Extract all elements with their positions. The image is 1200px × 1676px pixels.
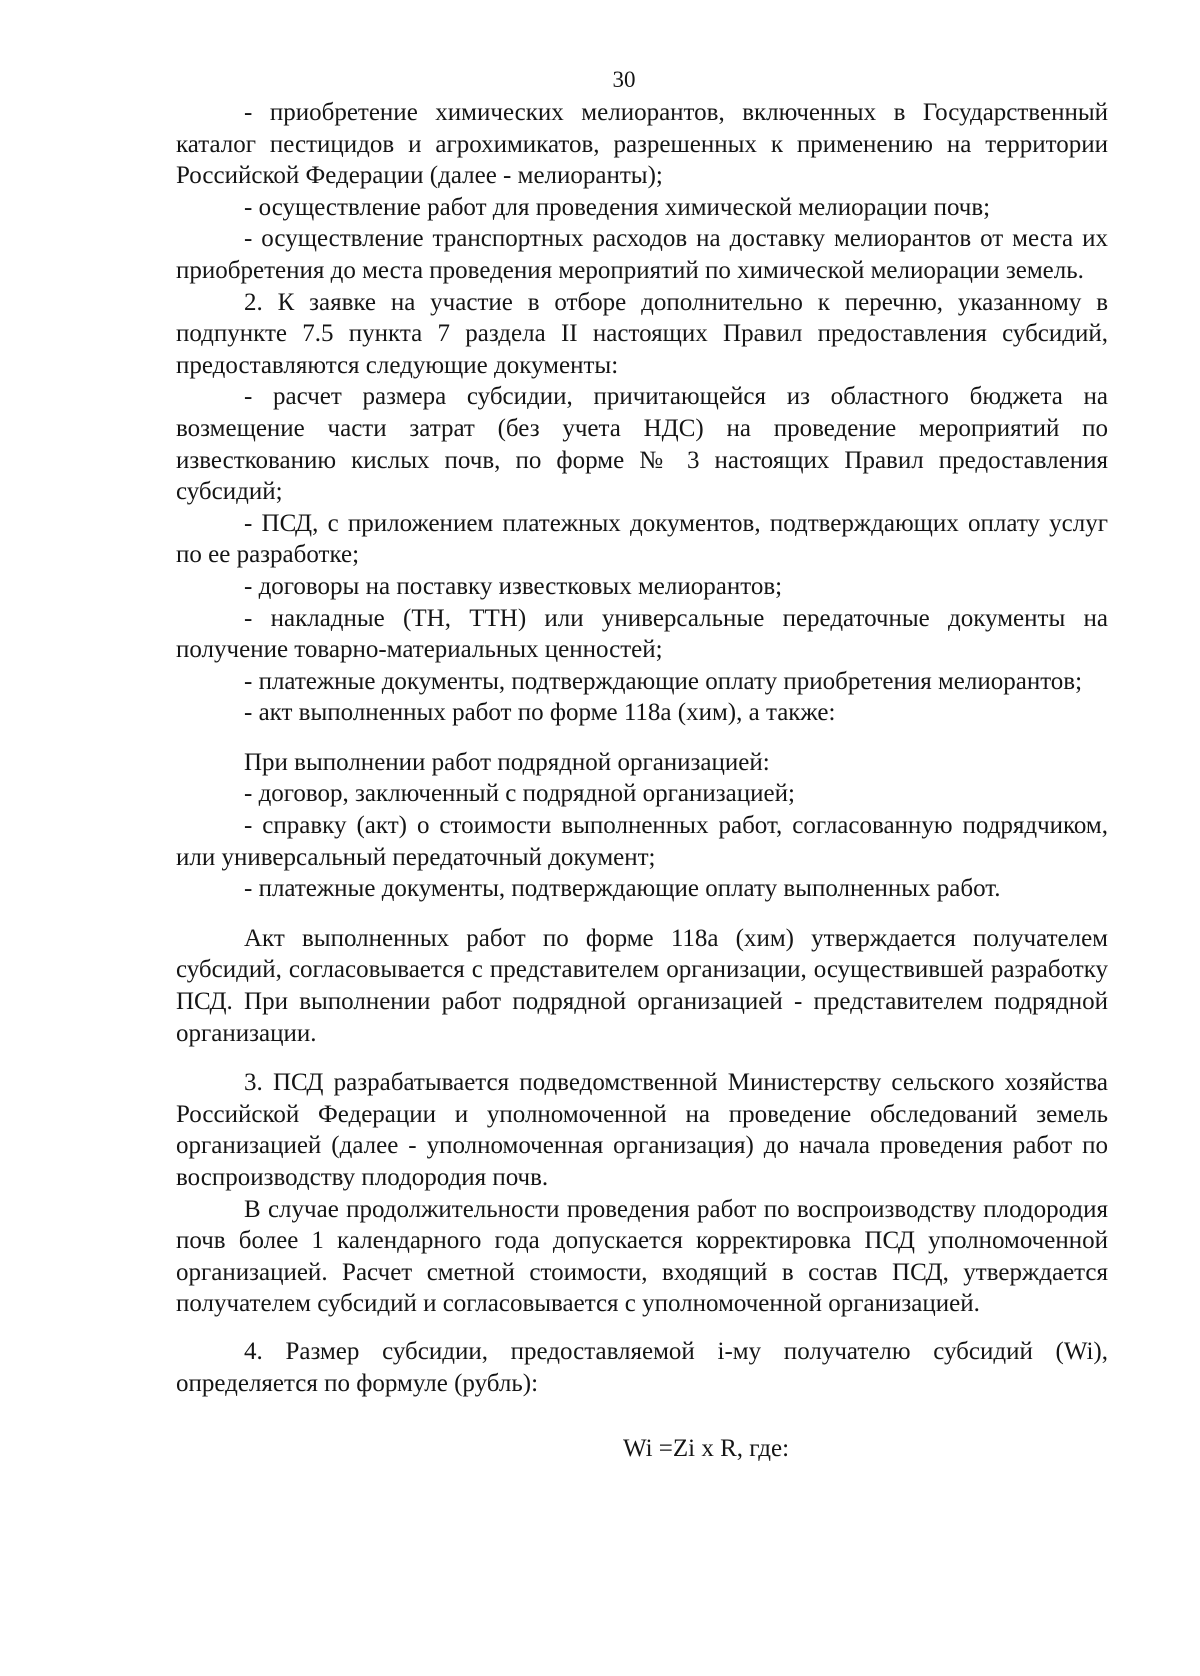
list-item-cost-certificate: - справку (акт) о стоимости выполненных работ, согласованную подрядчиком, или универсальный передаточный документ;	[176, 812, 1108, 871]
paragraph-contractor-heading: При выполнении работ подрядной организацией:	[244, 748, 770, 776]
list-item-waybills: - накладные (ТН, ТТН) или универсальные передаточные документы на получение товарно-материальных ценностей;	[176, 604, 1108, 664]
paragraph-transport-expenses: - осуществление транспортных расходов на доставку мелиорантов от места их приобретения до места проведения мероприятий по химической мелиорации земель.	[176, 225, 1108, 284]
document-body	[176, 97, 1108, 1465]
list-item-work-act: - акт выполненных работ по форме 118а (хим), а также:	[244, 699, 836, 727]
paragraph-chemical-meliorants: - приобретение химических мелиорантов, включенных в Государственный каталог пестицидов и агрохимикатов, разрешенных к применению на территории Российской Федерации (далее - мелиоранты);	[176, 99, 1108, 190]
paragraph-act-approval: Акт выполненных работ по форме 118а (хим) утверждается получателем субсидий, согласовывается с представителем организации, осуществившей разработку ПСД. При выполнении работ подрядной организацией - представителем подрядной организации.	[176, 924, 1108, 1047]
paragraph-psd-correction: В случае продолжительности проведения работ по воспроизводству плодородия почв более 1 календарного года допускается корректировка ПСД уполномоченной организацией. Расчет сметной стоимости, входящий в состав ПСД, утверждается получателем субсидий и согласовывается с уполномоченной организацией.	[176, 1195, 1108, 1318]
paragraph-chemical-melioration-works: - осуществление работ для проведения химической мелиорации почв;	[244, 193, 991, 221]
list-item-subsidy-calculation: - расчет размера субсидии, причитающейся из областного бюджета на возмещение части затрат (без учета НДС) на проведение мероприятий по известкованию кислых почв, по форме № 3 настоящих Правил предоставления субсидий;	[176, 383, 1108, 506]
paragraph-item-2-documents: 2. К заявке на участие в отборе дополнительно к перечню, указанному в подпункте 7.5 пункта 7 раздела II настоящих Правил предоставления субсидий, предоставляются следующие документы:	[176, 288, 1108, 379]
list-item-contractor-payments: - платежные документы, подтверждающие оплату выполненных работ.	[244, 875, 1001, 903]
list-item-contractor-agreement: - договор, заключенный с подрядной организацией;	[244, 780, 795, 808]
paragraph-item-3-psd: 3. ПСД разрабатывается подведомственной Министерству сельского хозяйства Российской Федерации и уполномоченной на проведение обследований земель организацией (далее - уполномоченная организация) до начала проведения работ по воспроизводству плодородия почв.	[176, 1069, 1108, 1191]
list-item-psd: - ПСД, с приложением платежных документов, подтверждающих оплату услуг по ее разработке;	[176, 509, 1108, 569]
paragraph-item-4-subsidy-size: 4. Размер субсидии, предоставляемой i-му получателю субсидий (Wi), определяется по формуле (рубль):	[176, 1337, 1108, 1397]
page-number: 30	[612, 67, 636, 92]
subsidy-formula: Wi =Zi x R, где:	[622, 1435, 790, 1463]
list-item-supply-contracts: - договоры на поставку известковых мелиорантов;	[244, 572, 783, 600]
list-item-payment-documents: - платежные документы, подтверждающие оплату приобретения мелиорантов;	[244, 667, 1083, 695]
